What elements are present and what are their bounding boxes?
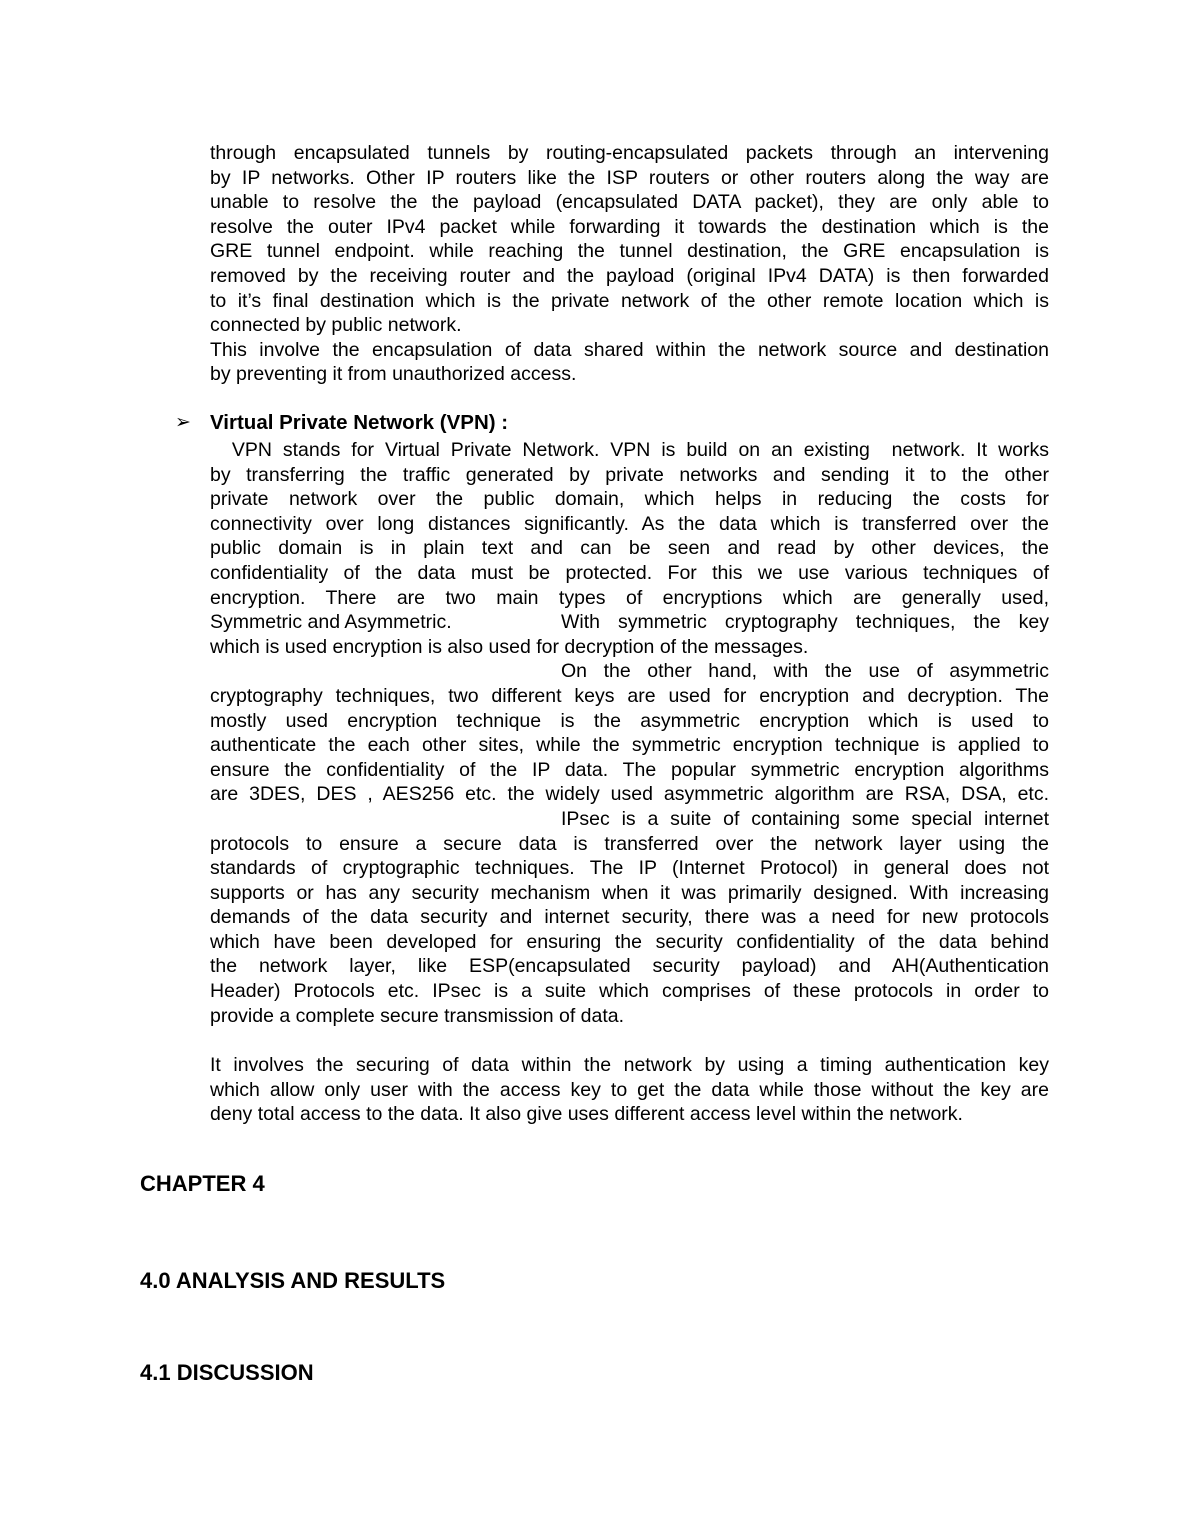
paragraph-line: provide a complete secure transmission of data. [210, 1004, 625, 1027]
paragraph-line: confidentiality of the data must be protected. For this we use various techniques of [210, 561, 1049, 584]
paragraph-line: connected by public network. [210, 314, 462, 337]
subsection-heading: 4.1 DISCUSSION [140, 1360, 314, 1385]
paragraph-line: public domain is in plain text and can be seen and read by other devices, the [210, 537, 1049, 560]
paragraph-line: It involves the securing of data within the network by using a timing authentication key [210, 1054, 1049, 1076]
paragraph-line: removed by the receiving router and the payload (original IPv4 DATA) is then forwarded [210, 264, 1049, 287]
paragraph-line: supports or has any security mechanism when it was primarily designed. With increasing [210, 881, 1049, 904]
paragraph-line: protocols to ensure a secure data is transferred over the network layer using the [210, 832, 1049, 855]
paragraph-line: which is used encryption is also used for decryption of the messages. [210, 635, 809, 658]
paragraph-line: standards of cryptographic techniques. The IP (Internet Protocol) in general does not [210, 857, 1049, 880]
paragraph-line: through encapsulated tunnels by routing-encapsulated packets through an intervening [210, 142, 1049, 164]
paragraph-line: On the other hand, with the use of asymmetric [561, 660, 1049, 683]
section-heading: 4.0 ANALYSIS AND RESULTS [140, 1268, 446, 1293]
vpn-summary-paragraph [210, 1053, 1049, 1127]
paragraph-line [210, 610, 1049, 635]
paragraph-line: resolve the outer IPv4 packet while forwarding it towards the destination which is the [210, 215, 1049, 238]
gre-paragraph [210, 141, 1049, 387]
paragraph-line: by preventing it from unauthorized access. [210, 363, 577, 386]
paragraph-line: IPsec is a suite of containing some special internet [561, 807, 1049, 830]
paragraph-line: ensure the confidentiality of the IP data. The popular symmetric encryption algorithms [210, 758, 1049, 781]
paragraph-line: VPN stands for Virtual Private Network. VPN is build on an existing network. It works [210, 439, 1049, 461]
paragraph-line: demands of the data security and internet security, there was a need for new protocols [210, 906, 1049, 929]
line-segment: Symmetric and Asymmetric. [210, 611, 452, 634]
paragraph-line: GRE tunnel endpoint. while reaching the tunnel destination, the GRE encapsulation is [210, 240, 1049, 263]
line-segment: With symmetric cryptography techniques, the key [561, 611, 1049, 634]
paragraph-line: This involve the encapsulation of data shared within the network source and destination [210, 338, 1049, 361]
paragraph-line: are 3DES, DES , AES256 etc. the widely used asymmetric algorithm are RSA, DSA, etc. [210, 783, 1049, 806]
paragraph-line: cryptography techniques, two different keys are used for encryption and decryption. The [210, 684, 1049, 707]
paragraph-line: Header) Protocols etc. IPsec is a suite which comprises of these protocols in order to [210, 980, 1049, 1003]
paragraph-line: by transferring the traffic generated by private networks and sending it to the other [210, 463, 1049, 486]
vpn-heading: Virtual Private Network (VPN) : [210, 411, 509, 434]
paragraph-line: authenticate the each other sites, while the symmetric encryption technique is applied to [210, 734, 1049, 757]
arrow-bullet-icon: ➢ [175, 412, 191, 433]
paragraph-line: deny total access to the data. It also give uses different access level within the network. [210, 1103, 963, 1126]
vpn-paragraph [210, 438, 1049, 1028]
paragraph-line: to it’s final destination which is the private network of the other remote location which is [210, 289, 1049, 312]
paragraph-line: mostly used encryption technique is the asymmetric encryption which is used to [210, 709, 1049, 732]
paragraph-line: which have been developed for ensuring the security confidentiality of the data behind [210, 930, 1049, 953]
paragraph-line: private network over the public domain, which helps in reducing the costs for [210, 488, 1049, 511]
paragraph-line: encryption. There are two main types of encryptions which are generally used, [210, 586, 1049, 609]
paragraph-line: which allow only user with the access key to get the data while those without the key are [210, 1078, 1049, 1101]
paragraph-line: by IP networks. Other IP routers like the ISP routers or other routers along the way are [210, 166, 1049, 189]
paragraph-line: connectivity over long distances significantly. As the data which is transferred over the [210, 512, 1049, 535]
paragraph-line: the network layer, like ESP(encapsulated security payload) and AH(Authentication [210, 955, 1049, 978]
paragraph-line: unable to resolve the the payload (encapsulated DATA packet), they are only able to [210, 191, 1049, 214]
chapter-heading: CHAPTER 4 [140, 1171, 265, 1196]
